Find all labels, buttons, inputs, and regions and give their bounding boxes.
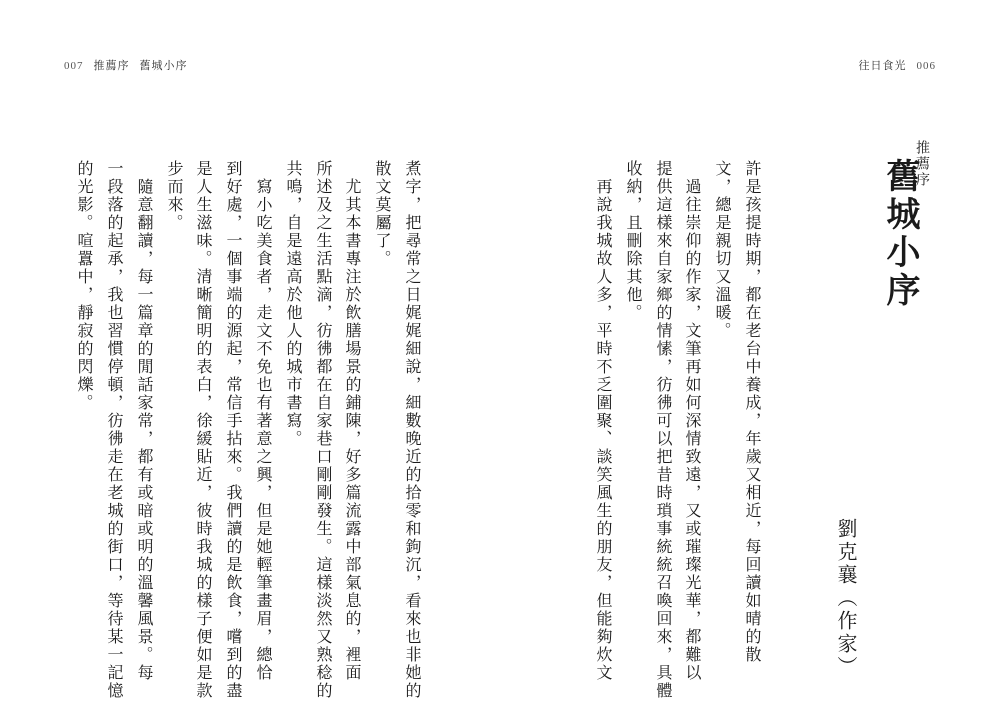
text-column: 一段落的起承，我也習慣停頓，彷彿走在老城的街口，等待某一記憶 bbox=[105, 160, 124, 700]
text-column: 共鳴，自是遠高於他人的城市書寫。 bbox=[284, 160, 303, 448]
text-column: 文，總是親切又溫暖。 bbox=[713, 160, 732, 340]
text-column: 收納，且刪除其他。 bbox=[624, 160, 643, 322]
text-column: 隨意翻讀，每一篇章的閒話家常，都有或暗或明的溫馨風景。每 bbox=[135, 160, 154, 682]
text-column: 過往崇仰的作家，文筆再如何深情致遠，又或璀璨光華，都難以 bbox=[683, 160, 702, 682]
right-page-header bbox=[859, 57, 937, 73]
essay-title: 舊城小序 bbox=[880, 158, 920, 310]
text-column: 寫小吃美食者，走文不免也有著意之興，但是她輕筆畫眉，總恰 bbox=[254, 160, 273, 682]
text-column: 所述及之生活點滴，彷彿都在自家巷口剛剛發生。這樣淡然又熟稔的 bbox=[314, 160, 333, 700]
text-column: 許是孩提時期，都在老台中養成，年歲又相近，每回讀如晴的散 bbox=[743, 160, 762, 664]
text-column: 是人生滋味。清晰簡明的表白，徐緩貼近，彼時我城的樣子便如是款 bbox=[194, 160, 213, 700]
text-column: 的光影。喧囂中，靜寂的閃爍。 bbox=[75, 160, 94, 412]
text-column: 煮字，把尋常之日娓娓細說，細數晚近的拾零和鉤沉，看來也非她的 bbox=[403, 160, 422, 700]
left-page-header bbox=[64, 57, 188, 73]
left-header-title: 舊城小序 bbox=[139, 59, 188, 72]
left-header-section: 推薦序 bbox=[93, 59, 130, 72]
text-column: 散文莫屬了。 bbox=[373, 160, 392, 268]
text-column: 尤其本書專注於飲膳場景的鋪陳，好多篇流露中部氣息的，裡面 bbox=[343, 160, 362, 682]
essay-label: 推薦序 bbox=[914, 140, 930, 188]
left-page-number: 007 bbox=[64, 60, 84, 72]
right-header-title: 往日食光 bbox=[858, 59, 907, 72]
text-column: 再說我城故人多，平時不乏圍聚、談笑風生的朋友，但能夠炊文 bbox=[594, 160, 613, 682]
text-column: 提供這樣來自家鄉的情愫，彷彿可以把昔時瑣事統統召喚回來，具體 bbox=[654, 160, 673, 700]
right-page-number: 006 bbox=[916, 60, 936, 72]
essay-author: 劉克襄（作家） bbox=[834, 518, 858, 679]
text-column: 步而來。 bbox=[165, 160, 184, 232]
text-column: 到好處，一個事端的源起，常信手拈來。我們讀的是飲食，嚐到的盡 bbox=[224, 160, 243, 700]
